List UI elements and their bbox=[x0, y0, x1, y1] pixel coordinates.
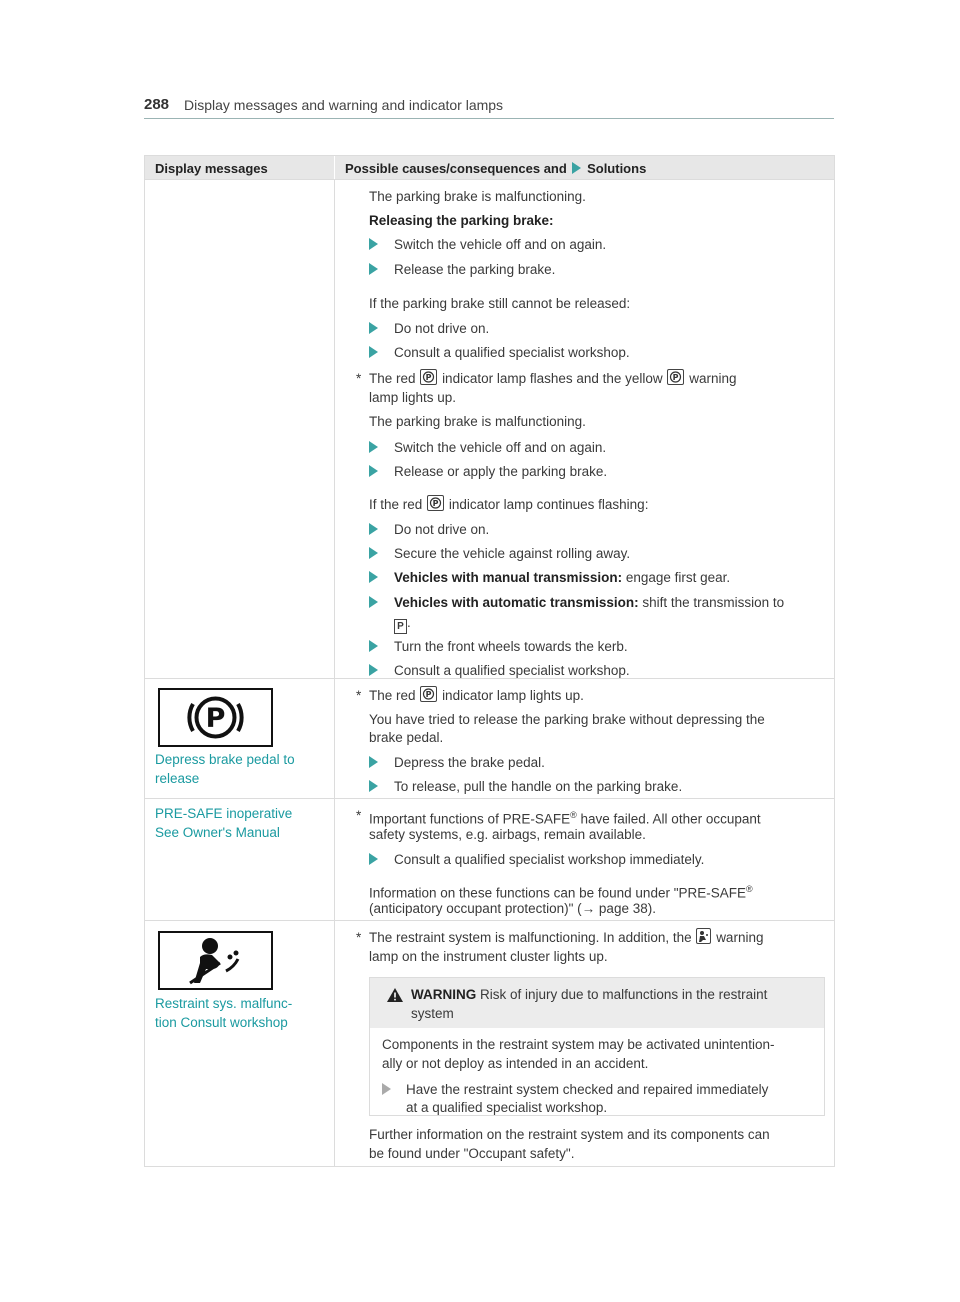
page-title: Display messages and warning and indicator lamps bbox=[184, 97, 504, 113]
text-line: be found under "Occupant safety". bbox=[369, 1146, 575, 1161]
display-message: PRE-SAFE inoperative bbox=[155, 806, 293, 821]
step: Vehicles with automatic transmission: shift the transmission to bbox=[394, 595, 785, 610]
text-line: The parking brake is malfunctioning. bbox=[369, 414, 586, 429]
page-link[interactable]: page 38). bbox=[598, 901, 656, 916]
text-line: The red P indicator lamp flashes and the yellow P warning bbox=[369, 371, 737, 386]
step-arrow-icon bbox=[369, 596, 378, 608]
svg-text:P: P bbox=[432, 499, 439, 508]
warning-header bbox=[370, 978, 824, 1028]
step: Switch the vehicle off and on again. bbox=[394, 440, 607, 455]
step: Vehicles with manual transmission: engage first gear. bbox=[394, 570, 731, 585]
text-line: You have tried to release the parking brake without depressing the bbox=[369, 712, 765, 727]
parking-brake-icon bbox=[420, 686, 437, 702]
step-arrow-icon bbox=[369, 780, 378, 792]
page-ref-arrow-icon: → bbox=[581, 901, 596, 916]
text-line: If the red P indicator lamp continues flashing: bbox=[369, 497, 649, 512]
text-line: The parking brake is malfunctioning. bbox=[369, 189, 586, 204]
warning-step: Have the restraint system checked and repaired immediately bbox=[406, 1082, 769, 1097]
step: Consult a qualified specialist workshop. bbox=[394, 345, 630, 360]
step-arrow-icon bbox=[369, 640, 378, 652]
display-message: Restraint sys. malfunc- bbox=[155, 996, 293, 1011]
step-arrow-icon bbox=[369, 465, 378, 477]
table-row bbox=[145, 179, 834, 678]
note-star: * bbox=[356, 808, 362, 823]
step-arrow-icon bbox=[369, 853, 378, 865]
step: Turn the front wheels towards the kerb. bbox=[394, 639, 628, 654]
table-row bbox=[145, 678, 834, 798]
parking-brake-display-icon bbox=[158, 688, 273, 747]
col-causes-solutions: Possible causes/consequences and Solutions bbox=[345, 161, 647, 176]
restraint-system-display-icon bbox=[158, 931, 273, 990]
arrow-icon bbox=[572, 162, 581, 174]
text-line: The restraint system is malfunctioning. In addition, the warning bbox=[369, 930, 764, 945]
step-cont: P . bbox=[394, 613, 411, 634]
step: Do not drive on. bbox=[394, 321, 490, 336]
step: Secure the vehicle against rolling away. bbox=[394, 546, 631, 561]
col-display-messages: Display messages bbox=[155, 161, 268, 176]
table-header bbox=[145, 156, 834, 179]
note-star: * bbox=[356, 688, 362, 703]
text-line: Important functions of PRE-SAFE® have failed. All other occupant bbox=[369, 810, 761, 827]
step-arrow-icon bbox=[369, 322, 378, 334]
step: Switch the vehicle off and on again. bbox=[394, 237, 607, 252]
parking-brake-icon bbox=[427, 495, 444, 511]
display-message: release bbox=[155, 771, 200, 786]
step-arrow-icon bbox=[369, 756, 378, 768]
text-line: The red P indicator lamp lights up. bbox=[369, 688, 584, 703]
step-arrow-icon bbox=[369, 346, 378, 358]
airbag-warning-icon bbox=[696, 928, 711, 944]
warning-body: ally or not deploy as intended in an accident. bbox=[382, 1056, 649, 1071]
parking-brake-icon bbox=[667, 369, 684, 385]
warning-triangle-icon bbox=[387, 988, 403, 1002]
parking-brake-icon bbox=[420, 369, 437, 385]
svg-text:P: P bbox=[205, 703, 226, 734]
text-line: Information on these functions can be found under "PRE-SAFE® bbox=[369, 884, 753, 901]
display-messages-table bbox=[144, 155, 835, 1167]
text-line: brake pedal. bbox=[369, 730, 444, 745]
step-arrow-icon bbox=[369, 523, 378, 535]
text-line: lamp lights up. bbox=[369, 390, 457, 405]
step: To release, pull the handle on the parking brake. bbox=[394, 779, 683, 794]
warning-text: system bbox=[411, 1006, 454, 1021]
step: Consult a qualified specialist workshop. bbox=[394, 663, 630, 678]
page-header bbox=[144, 96, 834, 119]
table-row bbox=[145, 920, 834, 1166]
display-message: tion Consult workshop bbox=[155, 1015, 288, 1030]
step-arrow-icon bbox=[369, 441, 378, 453]
svg-text:P: P bbox=[425, 690, 432, 699]
table-row bbox=[145, 798, 834, 920]
display-message: Depress brake pedal to bbox=[155, 752, 295, 767]
step-arrow-icon bbox=[382, 1083, 391, 1095]
text-line: lamp on the instrument cluster lights up. bbox=[369, 949, 608, 964]
svg-text:P: P bbox=[425, 373, 432, 382]
step-arrow-icon bbox=[369, 664, 378, 676]
subheading: Releasing the parking brake: bbox=[369, 213, 554, 228]
step: Release or apply the parking brake. bbox=[394, 464, 608, 479]
warning-text: WARNING Risk of injury due to malfunctions in the restraint bbox=[411, 987, 768, 1002]
step: Release the parking brake. bbox=[394, 262, 556, 277]
display-message: See Owner's Manual bbox=[155, 825, 280, 840]
page-number: 288 bbox=[144, 96, 170, 113]
park-position-icon: P bbox=[394, 619, 407, 634]
step-arrow-icon bbox=[369, 547, 378, 559]
note-star: * bbox=[356, 371, 362, 386]
step: Do not drive on. bbox=[394, 522, 490, 537]
step: Consult a qualified specialist workshop immediately. bbox=[394, 852, 705, 867]
svg-text:P: P bbox=[673, 373, 679, 382]
text-line: If the parking brake still cannot be released: bbox=[369, 296, 631, 311]
text-line: Further information on the restraint system and its components can bbox=[369, 1127, 770, 1142]
warning-step: at a qualified specialist workshop. bbox=[406, 1100, 608, 1115]
step-arrow-icon bbox=[369, 571, 378, 583]
step-arrow-icon bbox=[369, 238, 378, 250]
note-star: * bbox=[356, 930, 362, 945]
step-arrow-icon bbox=[369, 263, 378, 275]
text-line: (anticipatory occupant protection)" (→ page 38). bbox=[369, 901, 656, 916]
step: Depress the brake pedal. bbox=[394, 755, 545, 770]
text-line: safety systems, e.g. airbags, remain available. bbox=[369, 827, 646, 842]
warning-box bbox=[369, 977, 825, 1116]
warning-body: Components in the restraint system may be activated unintention- bbox=[382, 1037, 775, 1052]
